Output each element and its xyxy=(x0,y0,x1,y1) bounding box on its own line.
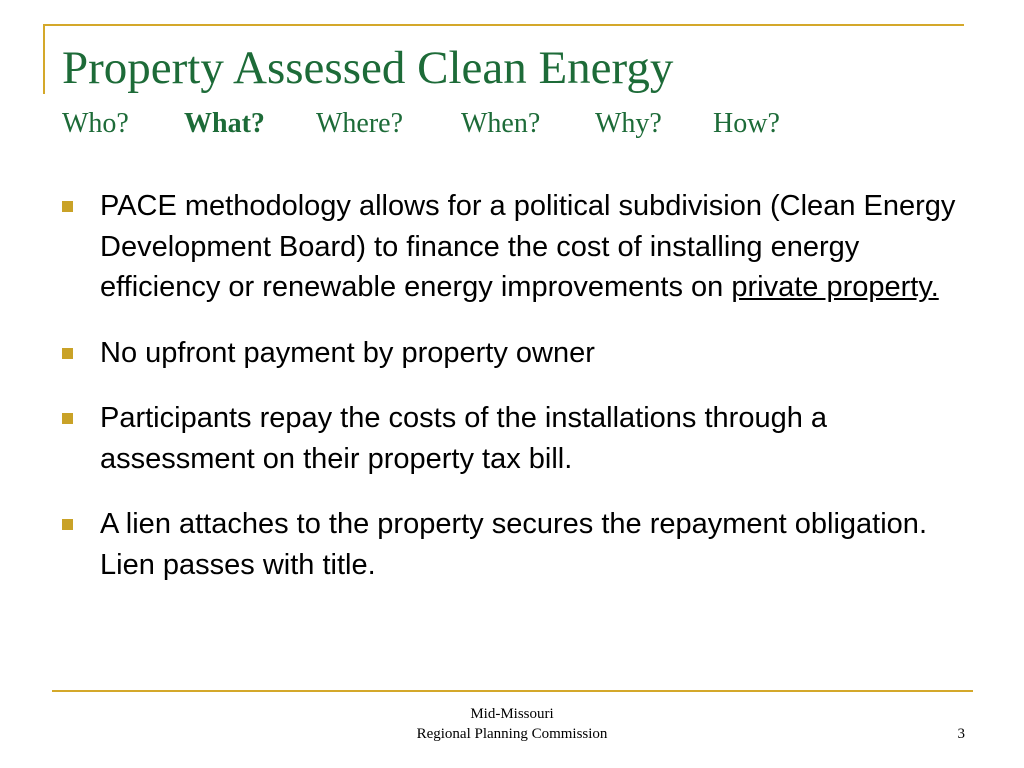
footer-divider xyxy=(52,690,973,692)
page-number: 3 xyxy=(957,726,965,742)
bullet-text: PACE methodology allows for a political subdivision (Clean Energy Development Board) to finance the cost of installing energy efficiency or renewable energy improvements on xyxy=(100,190,956,303)
frame-top-line xyxy=(43,24,964,26)
subtitle-how: How? xyxy=(713,108,780,139)
frame-left-line xyxy=(43,24,45,94)
square-bullet-icon xyxy=(62,201,73,212)
bullet-item xyxy=(62,186,972,308)
bullet-text: A lien attaches to the property secures the repayment obligation. Lien passes with title. xyxy=(100,508,927,581)
slide-title: Property Assessed Clean Energy xyxy=(62,42,674,94)
bullet-item xyxy=(62,333,972,374)
subtitle-what: What? xyxy=(184,108,265,139)
square-bullet-icon xyxy=(62,413,73,424)
private-property-link[interactable]: private property. xyxy=(731,271,939,303)
footer-org-line2: Regional Planning Commission xyxy=(416,726,608,742)
square-bullet-icon xyxy=(62,519,73,530)
subtitle-where: Where? xyxy=(316,108,404,139)
bullet-text: Participants repay the costs of the installations through a assessment on their property tax bill. xyxy=(100,402,828,475)
bullet-item xyxy=(62,504,972,585)
square-bullet-icon xyxy=(62,348,73,359)
subtitle-questions xyxy=(62,108,780,140)
bullet-list xyxy=(62,186,972,610)
subtitle-why: Why? xyxy=(595,108,662,139)
subtitle-who: Who? xyxy=(62,108,129,139)
bullet-text: No upfront payment by property owner xyxy=(100,336,595,369)
bullet-item xyxy=(62,398,972,479)
subtitle-when: When? xyxy=(461,108,541,139)
footer-org-line1: Mid-Missouri xyxy=(470,706,554,722)
footer-organization xyxy=(362,704,662,744)
